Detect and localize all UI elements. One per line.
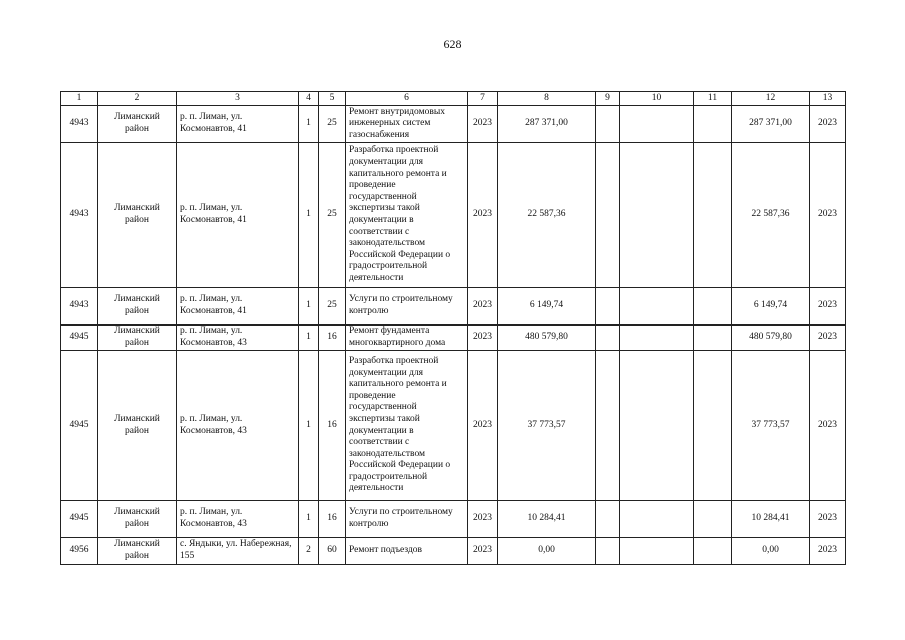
column-header: 8 xyxy=(498,92,596,106)
table-row xyxy=(61,106,846,143)
cost-cell: 287 371,00 xyxy=(498,106,596,143)
col9-cell xyxy=(596,501,620,538)
year-cell: 2023 xyxy=(468,538,498,565)
house-id-cell: 4943 xyxy=(61,288,98,325)
work-type-cell: Услуги по строительному контролю xyxy=(346,288,468,325)
fund-cost-cell: 0,00 xyxy=(732,538,810,565)
column-header: 1 xyxy=(61,92,98,106)
district-cell: Лиманский район xyxy=(98,143,177,288)
address-cell: р. п. Лиман, ул. Космонавтов, 41 xyxy=(177,288,299,325)
cost-cell: 37 773,57 xyxy=(498,351,596,501)
column-header: 7 xyxy=(468,92,498,106)
column-header: 6 xyxy=(346,92,468,106)
column-header: 5 xyxy=(319,92,346,106)
table-row xyxy=(61,143,846,288)
col4-cell: 1 xyxy=(299,501,319,538)
cost-cell: 0,00 xyxy=(498,538,596,565)
house-id-cell: 4945 xyxy=(61,325,98,351)
table-row xyxy=(61,325,846,351)
column-header: 13 xyxy=(810,92,846,106)
year-cell: 2023 xyxy=(468,351,498,501)
col10-cell xyxy=(620,325,694,351)
work-type-cell: Ремонт подъездов xyxy=(346,538,468,565)
year-cell: 2023 xyxy=(468,501,498,538)
fund-cost-cell: 10 284,41 xyxy=(732,501,810,538)
column-header: 11 xyxy=(694,92,732,106)
completion-year-cell: 2023 xyxy=(810,501,846,538)
col11-cell xyxy=(694,288,732,325)
col10-cell xyxy=(620,143,694,288)
cost-cell: 10 284,41 xyxy=(498,501,596,538)
col9-cell xyxy=(596,325,620,351)
completion-year-cell: 2023 xyxy=(810,538,846,565)
column-header: 2 xyxy=(98,92,177,106)
col10-cell xyxy=(620,288,694,325)
cost-cell: 480 579,80 xyxy=(498,325,596,351)
year-cell: 2023 xyxy=(468,106,498,143)
address-cell: р. п. Лиман, ул. Космонавтов, 43 xyxy=(177,351,299,501)
work-type-cell: Услуги по строительному контролю xyxy=(346,501,468,538)
column-header: 3 xyxy=(177,92,299,106)
completion-year-cell: 2023 xyxy=(810,106,846,143)
work-type-cell: Разработка проектной документации для капитального ремонта и проведение государственной экспертизы такой документации в соответствии с законодательством Российской Федерации о градостроительной деятельности xyxy=(346,351,468,501)
col11-cell xyxy=(694,106,732,143)
year-cell: 2023 xyxy=(468,143,498,288)
district-cell: Лиманский район xyxy=(98,288,177,325)
table-row xyxy=(61,501,846,538)
address-cell: с. Яндыки, ул. Набережная, 155 xyxy=(177,538,299,565)
col4-cell: 1 xyxy=(299,143,319,288)
col10-cell xyxy=(620,106,694,143)
col10-cell xyxy=(620,501,694,538)
address-cell: р. п. Лиман, ул. Космонавтов, 41 xyxy=(177,106,299,143)
table-row xyxy=(61,538,846,565)
district-cell: Лиманский район xyxy=(98,501,177,538)
col4-cell: 1 xyxy=(299,351,319,501)
column-header: 4 xyxy=(299,92,319,106)
col5-cell: 16 xyxy=(319,351,346,501)
year-cell: 2023 xyxy=(468,325,498,351)
completion-year-cell: 2023 xyxy=(810,143,846,288)
col11-cell xyxy=(694,143,732,288)
column-header: 9 xyxy=(596,92,620,106)
completion-year-cell: 2023 xyxy=(810,288,846,325)
col9-cell xyxy=(596,106,620,143)
address-cell: р. п. Лиман, ул. Космонавтов, 41 xyxy=(177,143,299,288)
col5-cell: 25 xyxy=(319,106,346,143)
completion-year-cell: 2023 xyxy=(810,325,846,351)
col11-cell xyxy=(694,325,732,351)
col5-cell: 16 xyxy=(319,325,346,351)
table-row xyxy=(61,351,846,501)
col9-cell xyxy=(596,538,620,565)
col4-cell: 1 xyxy=(299,288,319,325)
fund-cost-cell: 287 371,00 xyxy=(732,106,810,143)
address-cell: р. п. Лиман, ул. Космонавтов, 43 xyxy=(177,501,299,538)
district-cell: Лиманский район xyxy=(98,325,177,351)
work-type-cell: Ремонт внутридомовых инженерных систем газоснабжения xyxy=(346,106,468,143)
house-id-cell: 4945 xyxy=(61,351,98,501)
col9-cell xyxy=(596,351,620,501)
col5-cell: 25 xyxy=(319,143,346,288)
house-id-cell: 4943 xyxy=(61,143,98,288)
col10-cell xyxy=(620,351,694,501)
work-type-cell: Разработка проектной документации для капитального ремонта и проведение государственной экспертизы такой документации в соответствии с законодательством Российской Федерации о градостроительной деятельности xyxy=(346,143,468,288)
cost-cell: 6 149,74 xyxy=(498,288,596,325)
col5-cell: 60 xyxy=(319,538,346,565)
col11-cell xyxy=(694,538,732,565)
col9-cell xyxy=(596,288,620,325)
house-id-cell: 4945 xyxy=(61,501,98,538)
col5-cell: 25 xyxy=(319,288,346,325)
house-id-cell: 4956 xyxy=(61,538,98,565)
fund-cost-cell: 6 149,74 xyxy=(732,288,810,325)
col4-cell: 2 xyxy=(299,538,319,565)
column-header: 10 xyxy=(620,92,694,106)
district-cell: Лиманский район xyxy=(98,351,177,501)
col4-cell: 1 xyxy=(299,106,319,143)
column-header: 12 xyxy=(732,92,810,106)
district-cell: Лиманский район xyxy=(98,106,177,143)
year-cell: 2023 xyxy=(468,288,498,325)
repair-program-table xyxy=(60,91,846,565)
col11-cell xyxy=(694,351,732,501)
header-row xyxy=(61,92,846,106)
house-id-cell: 4943 xyxy=(61,106,98,143)
work-type-cell: Ремонт фундамента многоквартирного дома xyxy=(346,325,468,351)
district-cell: Лиманский район xyxy=(98,538,177,565)
cost-cell: 22 587,36 xyxy=(498,143,596,288)
col4-cell: 1 xyxy=(299,325,319,351)
fund-cost-cell: 22 587,36 xyxy=(732,143,810,288)
table-row xyxy=(61,288,846,325)
col9-cell xyxy=(596,143,620,288)
page-number: 628 xyxy=(443,37,462,51)
completion-year-cell: 2023 xyxy=(810,351,846,501)
col5-cell: 16 xyxy=(319,501,346,538)
fund-cost-cell: 480 579,80 xyxy=(732,325,810,351)
col11-cell xyxy=(694,501,732,538)
col10-cell xyxy=(620,538,694,565)
address-cell: р. п. Лиман, ул. Космонавтов, 43 xyxy=(177,325,299,351)
fund-cost-cell: 37 773,57 xyxy=(732,351,810,501)
